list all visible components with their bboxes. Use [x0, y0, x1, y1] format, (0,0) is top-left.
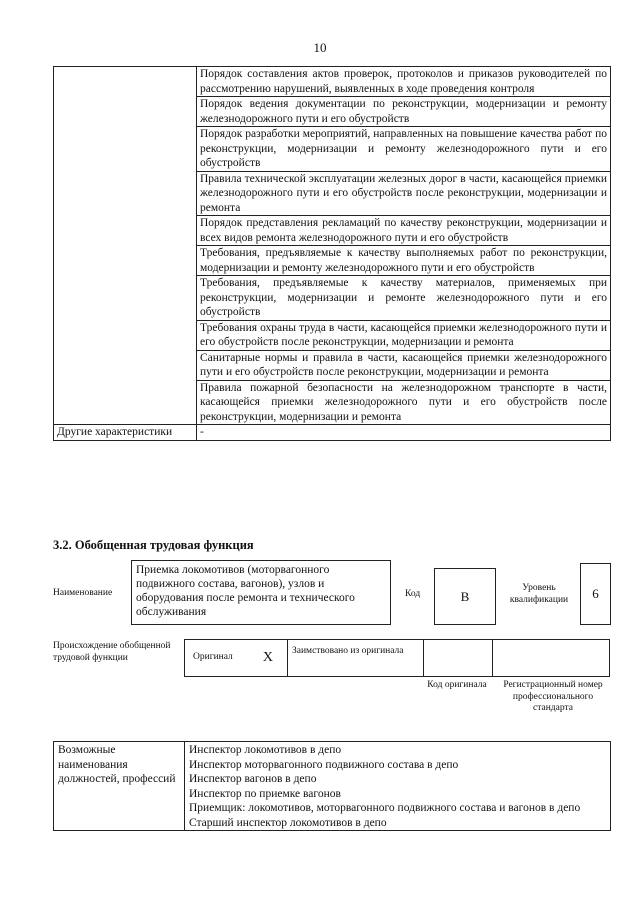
reg-number-cell: [492, 639, 610, 677]
level-label: Уровень квалификации: [509, 583, 569, 605]
name-label: Наименование: [53, 588, 113, 598]
list-item: Инспектор локомотивов в депо: [189, 744, 342, 756]
original-mark: X: [262, 650, 273, 665]
original-label: Оригинал: [193, 652, 233, 663]
function-name-box: Приемка локомотивов (моторвагонного подвижного состава, вагонов), узлов и оборудования после ремонта и технического обслуживания: [131, 560, 391, 625]
other-characteristics-value: -: [197, 425, 611, 441]
list-item: Инспектор вагонов в депо: [189, 773, 317, 785]
code-original-cell: [423, 639, 493, 677]
list-item: Приемщик: локомотивов, моторвагонного подвижного состава и вагонов в депо: [189, 802, 581, 814]
positions-table: [53, 741, 611, 831]
origin-row: [184, 639, 611, 677]
knowledge-item: Санитарные нормы и правила в части, касающейся приемки железнодорожного пути и его обустройств после реконструкции, модернизации и ремонта: [197, 350, 611, 380]
code-label: Код: [405, 589, 421, 599]
knowledge-item: Требования охраны труда в части, касающейся приемки железнодорожного пути и его обустройств после реконструкции, модернизации и ремонта: [197, 320, 611, 350]
list-item: Инспектор по приемке вагонов: [189, 787, 341, 800]
positions-list: [185, 742, 611, 831]
code-box: B: [434, 568, 496, 625]
level-box: 6: [580, 563, 611, 625]
knowledge-item: Порядок ведения документации по реконструкции, модернизации и ремонту железнодорожного пути и его обустройств: [197, 97, 611, 127]
code-original-label: Код оригинала: [427, 680, 487, 690]
knowledge-label-cell: [54, 67, 197, 425]
knowledge-item: Порядок представления рекламаций по качеству реконструкции, модернизации и всех видов ремонта железнодорожного пути и его обустройств: [197, 216, 611, 246]
list-item: Старший инспектор локомотивов в депо: [189, 816, 387, 829]
section-title: 3.2. Обобщенная трудовая функция: [53, 538, 254, 552]
origin-label: Происхождение обобщенной трудовой функции: [53, 641, 171, 663]
knowledge-item: Порядок разработки мероприятий, направленных на повышение качества работ по реконструкции, модернизации и ремонту железнодорожного пути и его обустройств: [197, 127, 611, 172]
knowledge-table: [53, 66, 611, 441]
list-item: Инспектор моторвагонного подвижного состава в депо: [189, 758, 459, 771]
knowledge-item: Порядок составления актов проверок, протоколов и приказов руководителей по рассмотрению нарушений, выявленных в ходе проведения контроля: [197, 67, 611, 97]
knowledge-item: Правила технической эксплуатации железных дорог в части, касающейся приемки железнодорожного пути и его обустройств после реконструкции, модернизации и ремонта: [197, 171, 611, 216]
table-row: [54, 67, 611, 97]
other-characteristics-label: Другие характеристики: [54, 425, 197, 441]
knowledge-item: Требования, предъявляемые к качеству материалов, применяемых при реконструкции, модернизации и ремонте железнодорожного пути и его обустройств: [197, 276, 611, 321]
borrowed-cell: Заимствовано из оригинала: [287, 639, 424, 677]
reg-number-label: Регистрационный номер профессионального стандарта: [503, 680, 603, 713]
page-number: 10: [313, 40, 327, 55]
positions-label: Возможные наименования должностей, профессий: [54, 742, 185, 831]
other-characteristics-row: [54, 425, 611, 441]
knowledge-item: Правила пожарной безопасности на железнодорожном транспорте в части, касающейся приемки железнодорожного пути и его обустройств после реконструкции, модернизации и ремонта: [197, 380, 611, 425]
knowledge-item: Требования, предъявляемые к качеству выполняемых работ по реконструкции, модернизации и ремонту железнодорожного пути и его обустройств: [197, 246, 611, 276]
original-cell: [184, 639, 288, 677]
table-row: [54, 742, 611, 831]
